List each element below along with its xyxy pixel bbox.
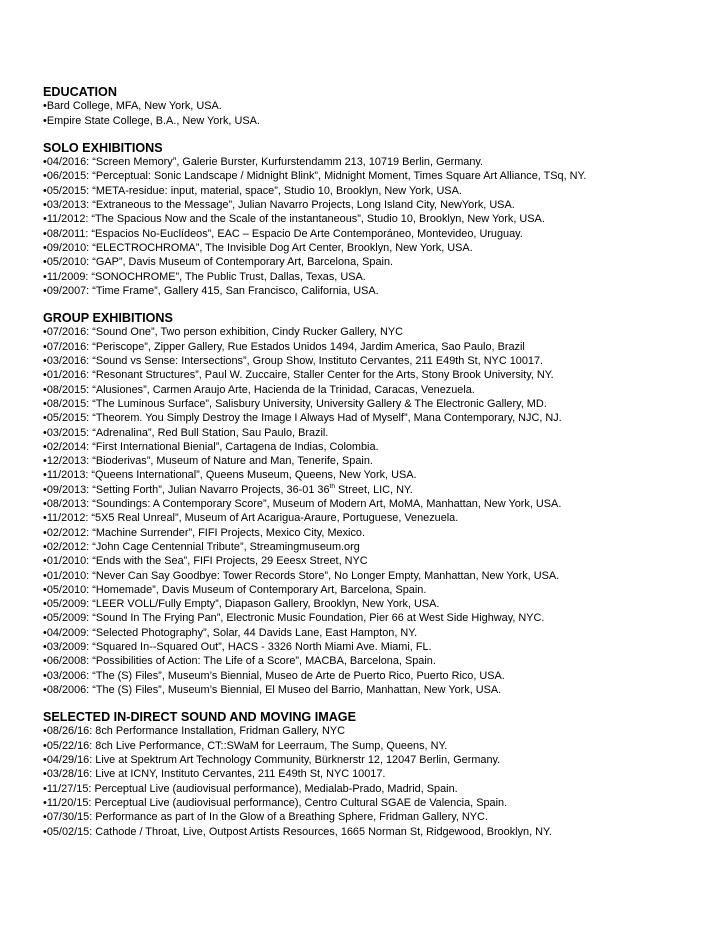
list-item: •02/2012: “Machine Surrender”, FIFI Projects, Mexico City, Mexico.: [43, 526, 365, 539]
list-item: •03/28/16: Live at ICNY, Instituto Cervantes, 211 E49th St, NYC 10017.: [43, 768, 386, 781]
section-heading: SOLO EXHIBITIONS: [43, 140, 163, 155]
section-heading: EDUCATION: [43, 85, 117, 99]
ordinal-suffix: th: [329, 482, 335, 490]
list-item: •09/2010: “ELECTROCHROMA”, The Invisible Dog Art Center, Brooklyn, New York, USA.: [43, 241, 473, 254]
list-item: •09/2007: “Time Frame”, Gallery 415, San Francisco, California, USA.: [43, 284, 379, 297]
list-item: •Empire State College, B.A., New York, USA.: [43, 114, 260, 127]
list-item: •08/2013: “Soundings: A Contemporary Score”, Museum of Modern Art, MoMA, Manhattan, New York, USA.: [43, 498, 562, 511]
list-item: •05/2010: “GAP”, Davis Museum of Contemporary Art, Barcelona, Spain.: [43, 256, 394, 269]
section-group-exhibitions: [43, 311, 713, 697]
list-item: •07/2016: “Periscope”, Zipper Gallery, Rue Estados Unidos 1494, Jardim America, Sao Paulo, Brazil: [43, 340, 525, 353]
list-item: •08/2015: “The Luminous Surface”, Salisbury University, University Gallery & The Electronic Gallery, MD.: [43, 397, 547, 410]
list-item: •11/27/15: Perceptual Live (audiovisual performance), Medialab-Prado, Madrid, Spain.: [43, 782, 458, 795]
list-item: •05/2010: “Homemade”, Davis Museum of Contemporary Art, Barcelona, Spain.: [43, 583, 427, 596]
list-item: •03/2013: “Extraneous to the Message”, Julian Navarro Projects, Long Island City, NewYork, USA.: [43, 199, 515, 212]
section-heading: SELECTED IN-DIRECT SOUND AND MOVING IMAGE: [43, 710, 356, 725]
list-item: •05/22/16: 8ch Live Performance, CT::SWaM for Leerraum, The Sump, Queens, NY.: [43, 739, 448, 752]
section-education: [43, 85, 713, 128]
list-item: •11/20/15: Perceptual Live (audiovisual performance), Centro Cultural SGAE de Valencia, Spain.: [43, 796, 508, 809]
list-item: •07/30/15: Performance as part of In the Glow of a Breathing Sphere, Fridman Gallery, NYC.: [43, 811, 488, 824]
list-item: •12/2013: “Bioderivas”, Museum of Nature and Man, Tenerife, Spain.: [43, 455, 373, 468]
list-item: •11/2013: “Queens International”, Queens Museum, Queens, New York, USA.: [43, 469, 417, 482]
list-item: •08/2011: “Espacios No-Euclídeos”, EAC – Espacio De Arte Contemporáneo, Montevideo, Uruguay.: [43, 227, 523, 240]
list-item: •05/2009: “LEER VOLL/Fully Empty”, Diapason Gallery, Brooklyn, New York, USA.: [43, 598, 440, 611]
list-item: •11/2012: “The Spacious Now and the Scale of the instantaneous”, Studio 10, Brooklyn, New York, USA.: [43, 213, 545, 226]
list-item: •Bard College, MFA, New York, USA.: [43, 100, 222, 113]
list-item: [43, 483, 713, 497]
list-item: •08/26/16: 8ch Performance Installation, Fridman Gallery, NYC: [43, 725, 346, 738]
list-item: •01/2010: “Ends with the Sea”, FIFI Projects, 29 Eeesx Street, NYC: [43, 555, 368, 568]
list-item: •02/2012: “John Cage Centennial Tribute”, Streamingmuseum.org: [43, 540, 360, 553]
list-item: •04/29/16: Live at Spektrum Art Technology Community, Bürknerstr 12, 12047 Berlin, Germany.: [43, 754, 501, 767]
list-item: •11/2012: “5X5 Real Unreal”, Museum of Art Acarigua-Araure, Portuguese, Venezuela.: [43, 512, 459, 525]
list-item: •01/2010: “Never Can Say Goodbye: Tower Records Store”, No Longer Empty, Manhattan, New York, USA.: [43, 569, 560, 582]
list-item: •08/2015: “Alusiones”, Carmen Araujo Arte, Hacienda de la Trinidad, Caracas, Venezuela.: [43, 383, 475, 396]
list-item: •05/2015: “META-residue: input, material, space”, Studio 10, Brooklyn, New York, USA.: [43, 184, 462, 197]
list-item: •08/2006: “The (S) Files”, Museum’s Biennial, El Museo del Barrio, Manhattan, New York, USA.: [43, 683, 502, 696]
list-item: •03/2015: “Adrenalina”, Red Bull Station, Sau Paulo, Brazil.: [43, 426, 329, 439]
section-heading: GROUP EXHIBITIONS: [43, 311, 173, 326]
cv-document: [43, 85, 713, 839]
list-item: •06/2015: “Perceptual: Sonic Landscape / Midnight Blink”, Midnight Moment, Times Square Art Alliance, TSq, NY.: [43, 170, 587, 183]
entry-text: Street, LIC, NY.: [334, 483, 413, 496]
list-item: •07/2016: “Sound One”, Two person exhibition, Cindy Rucker Gallery, NYC: [43, 326, 403, 339]
list-item: •05/02/15: Cathode / Throat, Live, Outpost Artists Resources, 1665 Norman St, Ridgewood, Brooklyn, NY.: [43, 825, 552, 838]
list-item: •02/2014: “First International Bienial”, Cartagena de Indias, Colombia.: [43, 440, 379, 453]
list-item: •03/2006: “The (S) Files”, Museum’s Biennial, Museo de Arte de Puerto Rico, Puerto Rico, USA.: [43, 669, 505, 682]
list-item: •04/2016: “Screen Memory”, Galerie Burster, Kurfurstendamm 213, 10719 Berlin, Germany.: [43, 156, 484, 169]
list-item: •03/2009: “Squared In--Squared Out”, HACS - 3326 North Miami Ave. Miami, FL.: [43, 640, 432, 653]
list-item: •04/2009: “Selected Photography”, Solar, 44 Davids Lane, East Hampton, NY.: [43, 626, 418, 639]
list-item: •05/2015: “Theorem. You Simply Destroy the Image I Always Had of Myself”, Mana Contemporary, NJC, NJ.: [43, 412, 562, 425]
entry-text: •09/2013: “Setting Forth”, Julian Navarro Projects, 36-01 36: [43, 483, 330, 496]
list-item: •11/2009: “SONOCHROME”, The Public Trust, Dallas, Texas, USA.: [43, 270, 366, 283]
list-item: •06/2008: “Possibilities of Action: The Life of a Score”, MACBA, Barcelona, Spain.: [43, 655, 436, 668]
list-item: •03/2016: “Sound vs Sense: Intersections”, Group Show, Instituto Cervantes, 211 E49th St, NYC 10017.: [43, 355, 544, 368]
section-sound-moving-image: [43, 710, 713, 839]
list-item: •01/2016: “Resonant Structures”, Paul W. Zuccaire, Staller Center for the Arts, Stony Brook University, NY.: [43, 369, 554, 382]
section-solo-exhibitions: [43, 141, 713, 298]
list-item: •05/2009: “Sound In The Frying Pan”, Electronic Music Foundation, Pier 66 at West Side Highway, NYC.: [43, 612, 545, 625]
